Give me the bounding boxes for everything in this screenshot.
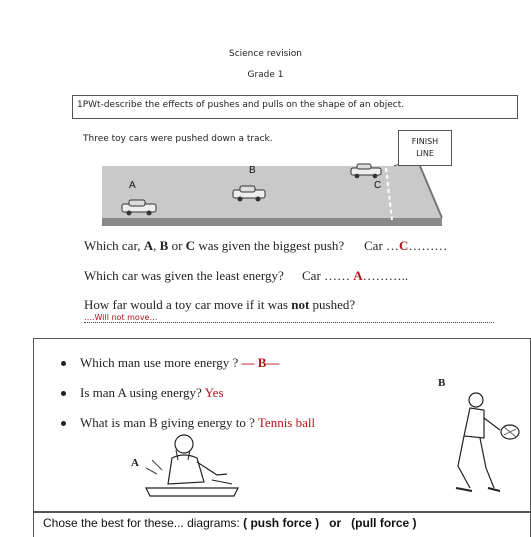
track-intro: Three toy cars were pushed down a track.	[83, 134, 273, 144]
car-c-label: C	[374, 180, 382, 191]
track-illustration	[100, 128, 445, 230]
man-b-drawing-icon	[440, 388, 525, 494]
man-a-label: A	[131, 457, 139, 469]
men-question-1: Which man use more energy ? — B—	[80, 355, 280, 370]
pull-force-option: (pull force )	[351, 516, 417, 530]
men-question-3: What is man B giving energy to ? Tennis ball	[80, 415, 316, 430]
man-b-label: B	[438, 377, 446, 389]
footer-prompt: Chose the best for these... diagrams: ( push force ) or (pull force )	[43, 516, 417, 530]
grade-label: Grade 1	[247, 70, 284, 80]
answer-1: Car …C………	[364, 238, 448, 253]
car-b-label: B	[249, 165, 256, 176]
bullet	[61, 421, 66, 426]
answer-2: Car …… A………..	[302, 268, 409, 283]
push-force-option: ( push force )	[243, 516, 320, 530]
bullet	[61, 391, 66, 396]
page-title: Science revision	[228, 49, 302, 59]
man-a-drawing-icon	[142, 430, 242, 502]
objective-box	[72, 95, 518, 119]
question-2: Which car was given the least energy?	[84, 268, 284, 283]
finish-line-sign: FINISH LINE	[398, 130, 452, 166]
car-a-label: A	[129, 180, 136, 191]
answer-3-line	[84, 314, 494, 323]
bullet	[61, 361, 66, 366]
objective-text: 1PWt-describe the effects of pushes and pulls on the shape of an object.	[77, 100, 405, 110]
question-3: How far would a toy car move if it was not pushed?	[84, 297, 356, 312]
question-1: Which car, A, B or C was given the biggest push?	[84, 238, 345, 253]
men-question-2: Is man A using energy? Yes	[80, 385, 224, 400]
answer-3: ….Will not move…	[84, 313, 158, 322]
